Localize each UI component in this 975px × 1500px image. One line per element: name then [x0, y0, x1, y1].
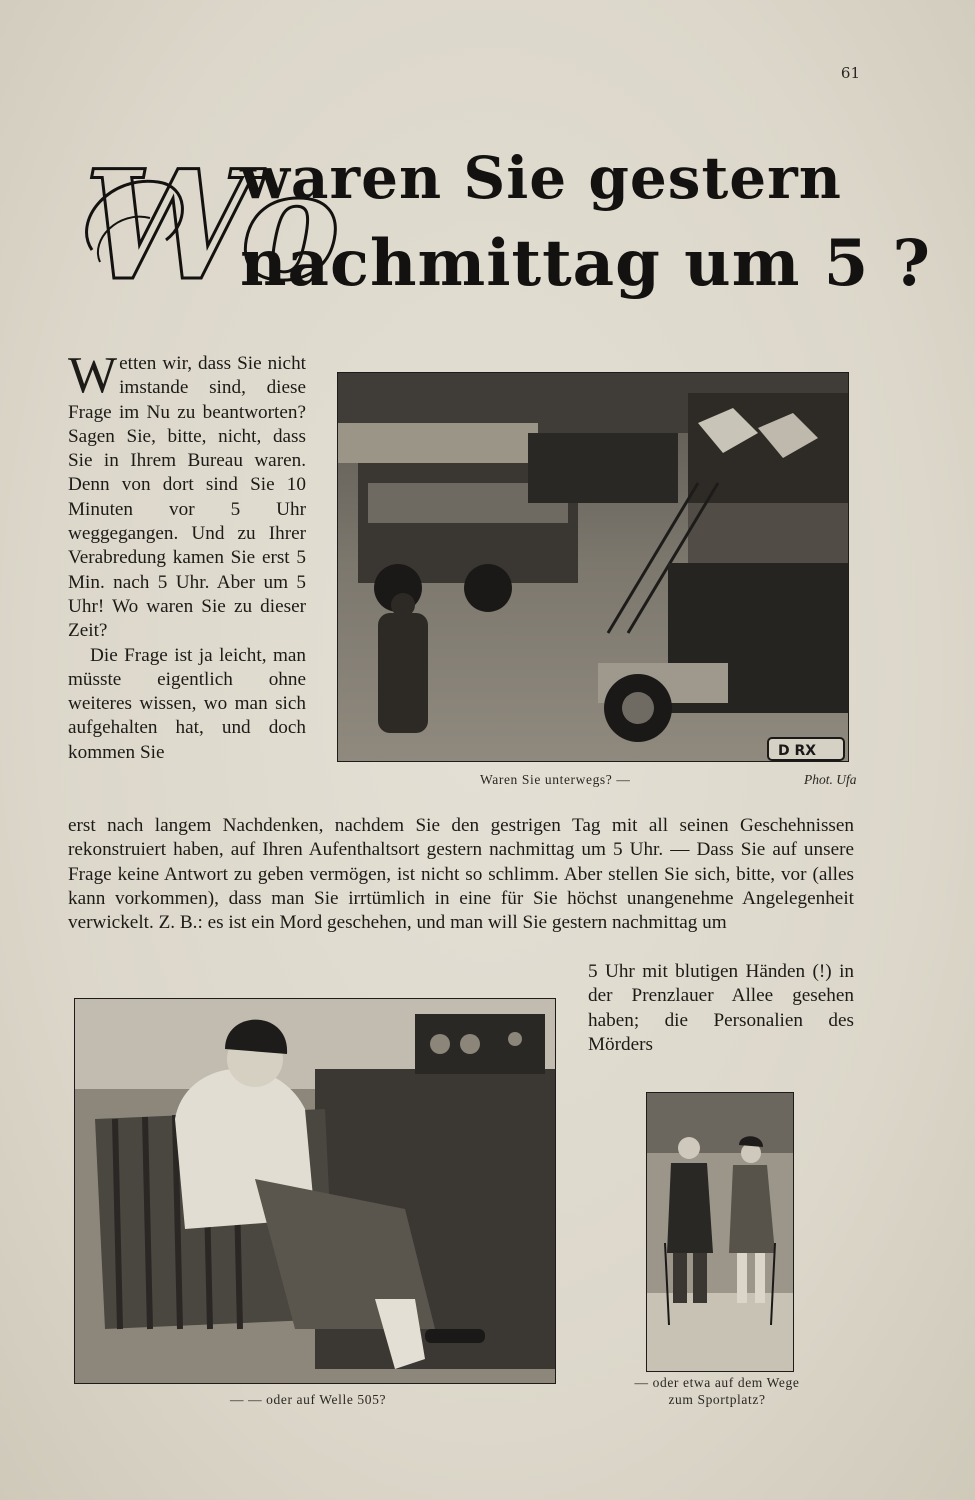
- article-column-right: 5 Uhr mit blutigen Händen (!) in der Prenzlauer Allee gesehen haben; die Personalien des Mörders: [588, 961, 854, 1055]
- drop-cap: W: [68, 347, 118, 404]
- page-number: 61: [840, 64, 860, 82]
- headline-line2: nachmittag um 5 ?: [240, 226, 931, 301]
- paragraph-2: Die Frage ist ja leicht, man müsste eigentlich ohne weiteres wissen, wo man sich aufgehalten hat, und doch kommen Sie: [68, 644, 306, 763]
- street-photo-caption: Waren Sie unterwegs? —: [480, 772, 631, 787]
- radio-listener-photo: [74, 998, 556, 1384]
- radio-photo-caption: — — oder auf Welle 505?: [230, 1392, 387, 1407]
- street-scene-photo: [337, 372, 849, 762]
- headline-line1: waren Sie gestern: [240, 144, 842, 212]
- article-column-left: [68, 347, 306, 765]
- article-wide-paragraph: erst nach langem Nachdenken, nachdem Sie den gestrigen Tag mit all seinen Geschehnissen rekonstruiert haben, auf Ihren Aufenthaltsort gestern nachmittag um 5 Uhr. — Dass Sie auf unsere Frage keine Antwort zu geben vermögen, ist nicht so schlimm. Aber stellen Sie sich, bitte, vor (alles kann vorkommen), dass man Sie irrtümlich in eine für Sie höchst unangenehme Angelegenheit verwickelt. Z. B.: es ist ein Mord geschehen, und man will Sie gestern nachmittag um: [68, 815, 854, 934]
- photo-credit: Phot. Ufa: [804, 772, 857, 787]
- sport-walkers-photo: [646, 1092, 794, 1372]
- sport-caption-line-2: zum Sportplatz?: [668, 1392, 766, 1407]
- headline-lettering: [70, 100, 931, 315]
- headline: [70, 100, 931, 315]
- paragraph-1: etten wir, dass Sie nicht imstande sind, diese Frage im Nu zu beantworten? Sagen Sie, bitte, nicht, dass Sie in Ihrem Bureau waren. Denn von dort sind Sie 10 Minuten vor 5 Uhr weggegangen. Und zu Ihrer Verabredung kamen Sie erst 5 Min. nach 5 Uhr. Aber um 5 Uhr! Wo waren Sie zu dieser Zeit?: [68, 353, 306, 642]
- car-sign-text: D RX: [778, 743, 817, 759]
- headline-wo: Wo: [84, 138, 341, 314]
- sport-photo-caption: [606, 1374, 828, 1408]
- sport-caption-line-1: — oder etwa auf dem Wege: [634, 1375, 800, 1390]
